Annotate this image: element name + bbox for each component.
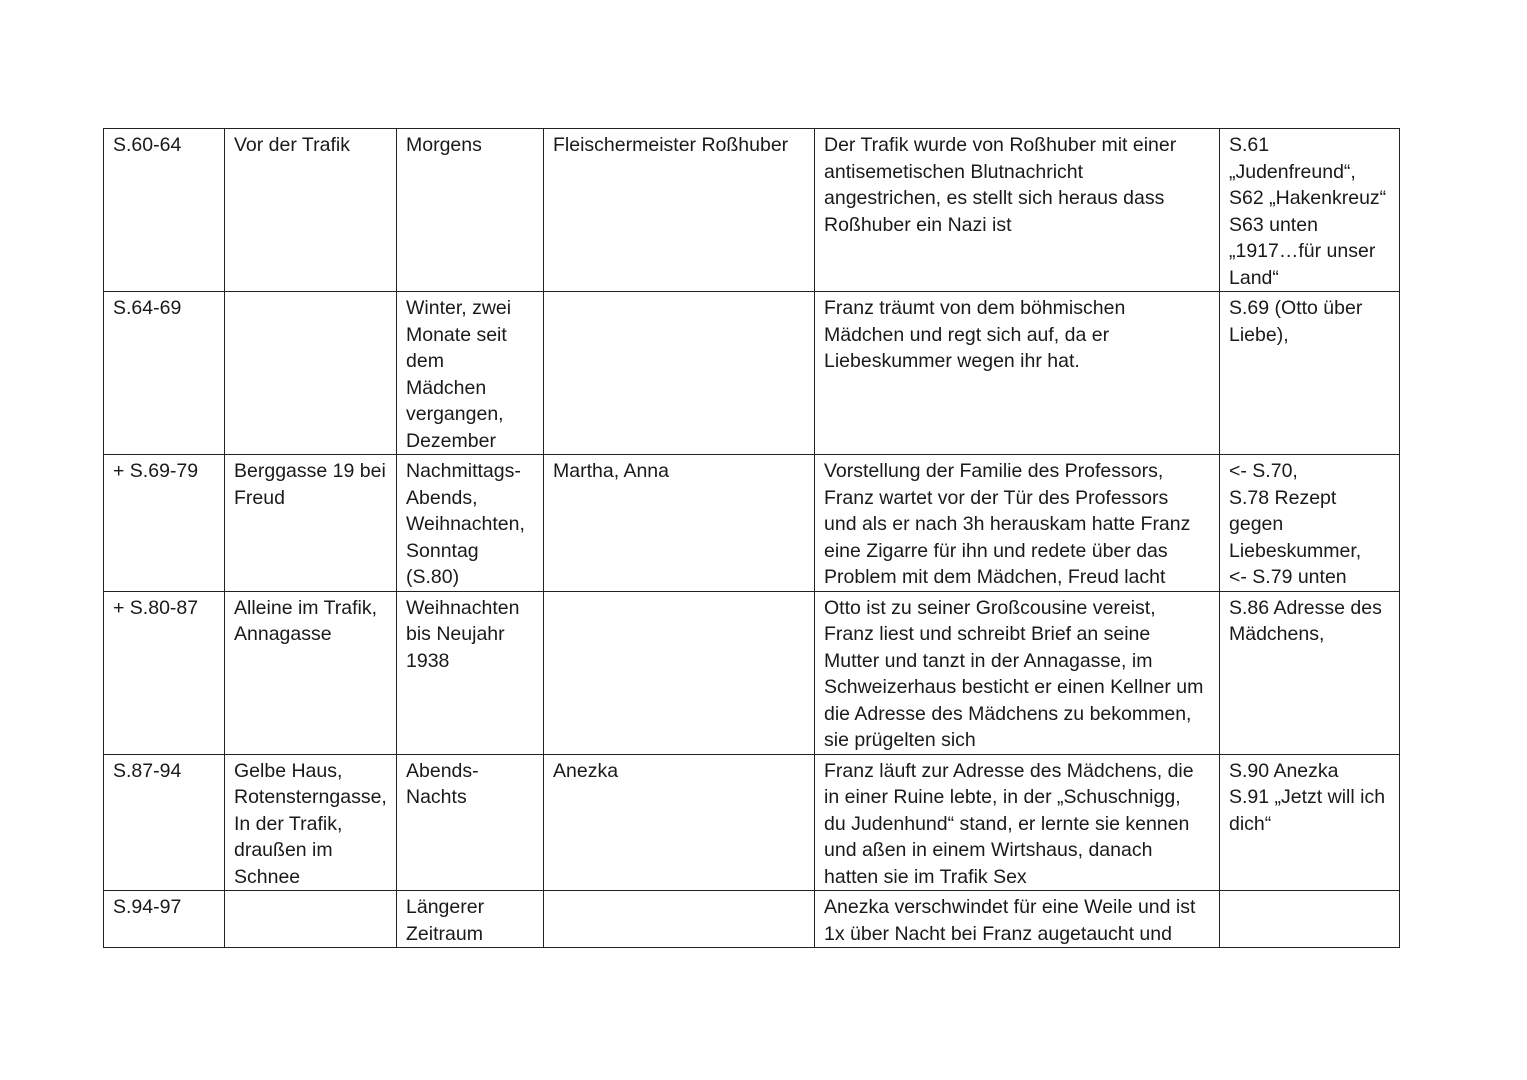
content-cell: Franz läuft zur Adresse des Mädchens, die in einer Ruine lebte, in der „Schuschnigg, du Judenhund“ stand, er lernte sie kennen und aßen in einem Wirtshaus, danach hatten sie im Trafik Sex: [815, 754, 1220, 891]
people-cell: [544, 292, 815, 455]
pages-cell: S.64-69: [104, 292, 225, 455]
place-cell: Alleine im Trafik, Annagasse: [225, 591, 397, 754]
table-row: [104, 891, 1400, 948]
place-cell: [225, 292, 397, 455]
time-cell: Nachmittags- Abends, Weihnachten, Sonntag (S.80): [397, 455, 544, 592]
table-row: [104, 455, 1400, 592]
place-cell: [225, 891, 397, 948]
time-cell: Weihnachten bis Neujahr 1938: [397, 591, 544, 754]
place-cell: Berggasse 19 bei Freud: [225, 455, 397, 592]
people-cell: [544, 591, 815, 754]
quotes-cell: S.86 Adresse des Mädchens,: [1220, 591, 1400, 754]
place-cell: Vor der Trafik: [225, 129, 397, 292]
time-cell: Winter, zwei Monate seit dem Mädchen vergangen, Dezember: [397, 292, 544, 455]
pages-cell: S.60-64: [104, 129, 225, 292]
time-cell: Morgens: [397, 129, 544, 292]
quotes-cell: [1220, 891, 1400, 948]
table-row: [104, 591, 1400, 754]
content-cell: Franz träumt von dem böhmischen Mädchen und regt sich auf, da er Liebeskummer wegen ihr hat.: [815, 292, 1220, 455]
people-cell: Fleischermeister Roßhuber: [544, 129, 815, 292]
pages-cell: S.87-94: [104, 754, 225, 891]
people-cell: Anezka: [544, 754, 815, 891]
pages-cell: + S.69-79: [104, 455, 225, 592]
time-cell: Abends- Nachts: [397, 754, 544, 891]
content-cell: Der Trafik wurde von Roßhuber mit einer antisemetischen Blutnachricht angestrichen, es stellt sich heraus dass Roßhuber ein Nazi ist: [815, 129, 1220, 292]
quotes-cell: S.90 Anezka S.91 „Jetzt will ich dich“: [1220, 754, 1400, 891]
chapter-summary-table: [103, 128, 1400, 948]
quotes-cell: S.61 „Judenfreund“, S62 „Hakenkreuz“ S63 unten „1917…für unser Land“: [1220, 129, 1400, 292]
table-row: [104, 754, 1400, 891]
table-row: [104, 292, 1400, 455]
document-page: [103, 128, 1400, 948]
pages-cell: S.94-97: [104, 891, 225, 948]
quotes-cell: <- S.70, S.78 Rezept gegen Liebeskummer, <- S.79 unten: [1220, 455, 1400, 592]
time-cell: Längerer Zeitraum: [397, 891, 544, 948]
quotes-cell: S.69 (Otto über Liebe),: [1220, 292, 1400, 455]
people-cell: [544, 891, 815, 948]
content-cell: Anezka verschwindet für eine Weile und ist 1x über Nacht bei Franz augetaucht und: [815, 891, 1220, 948]
content-cell: Otto ist zu seiner Großcousine vereist, Franz liest und schreibt Brief an seine Mutter und tanzt in der Annagasse, im Schweizerhaus besticht er einen Kellner um die Adresse des Mädchens zu bekommen, sie prügelten sich: [815, 591, 1220, 754]
table-row: [104, 129, 1400, 292]
place-cell: Gelbe Haus, Rotensterngasse, In der Trafik, draußen im Schnee: [225, 754, 397, 891]
content-cell: Vorstellung der Familie des Professors, Franz wartet vor der Tür des Professors und als er nach 3h herauskam hatte Franz eine Zigarre für ihn und redete über das Problem mit dem Mädchen, Freud lacht: [815, 455, 1220, 592]
pages-cell: + S.80-87: [104, 591, 225, 754]
people-cell: Martha, Anna: [544, 455, 815, 592]
